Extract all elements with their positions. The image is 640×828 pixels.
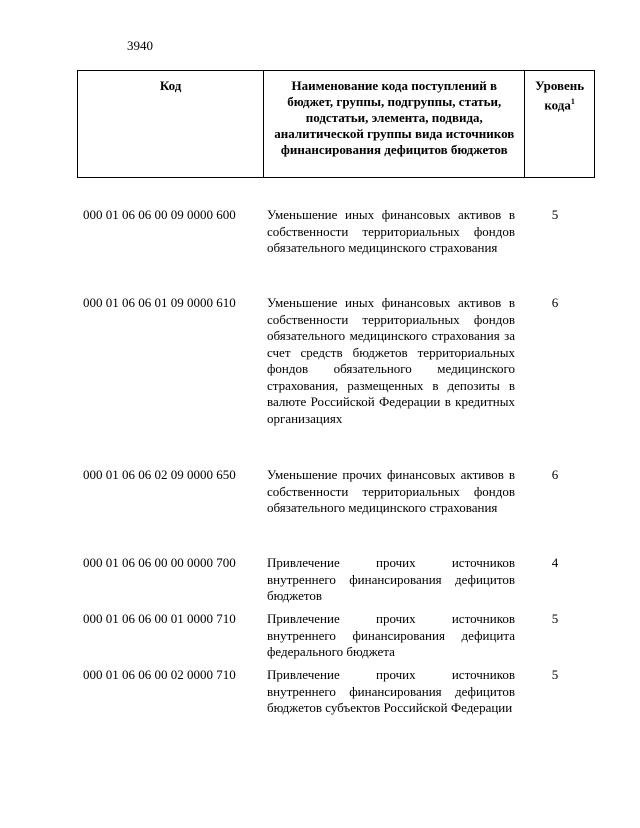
row-name: Уменьшение прочих финансовых активов в собственности территориальных фондов обязательного медицинского страхования: [267, 467, 515, 515]
row-name: Уменьшение иных финансовых активов в собственности территориальных фондов обязательного медицинского страхования: [267, 207, 515, 255]
row-level: 6: [551, 467, 559, 482]
table-row: [77, 555, 595, 611]
row-level: 5: [551, 667, 559, 682]
table-row: [77, 467, 595, 555]
page-number: 3940: [127, 38, 153, 53]
row-level: 6: [551, 295, 559, 310]
table-row: [77, 611, 595, 667]
row-code: 000 01 06 06 01 09 0000 610: [83, 295, 236, 310]
row-name: Привлечение прочих источников внутреннего финансирования дефицита федерального бюджета: [267, 611, 515, 659]
header-level: [524, 71, 594, 177]
row-name: Привлечение прочих источников внутреннего финансирования дефицитов бюджетов: [267, 555, 515, 603]
row-code: 000 01 06 06 00 02 0000 710: [83, 667, 236, 682]
row-name: Уменьшение иных финансовых активов в собственности территориальных фондов обязательного медицинского страхования за счет средств бюджетов территориальных фондов обязательного медицинского страхования, размещенных в депозиты в валюте Российской Федерации в кредитных организациях: [267, 295, 515, 426]
footnote-marker: 1: [570, 97, 575, 106]
header-name: Наименование кода поступлений в бюджет, группы, подгруппы, статьи, подстатьи, элемента, подвида, аналитической группы вида источников финансирования дефицитов бюджетов: [263, 71, 524, 177]
table-row: [77, 667, 595, 739]
row-code: 000 01 06 06 02 09 0000 650: [83, 467, 236, 482]
header-code: Код: [159, 78, 182, 93]
row-level: 5: [551, 207, 559, 222]
table-header: [77, 70, 595, 178]
row-code: 000 01 06 06 00 00 0000 700: [83, 555, 236, 570]
table-row: [77, 295, 595, 467]
table-row: [77, 207, 595, 295]
row-level: 4: [551, 555, 559, 570]
header-level-label: Уровень кода: [535, 78, 585, 113]
row-level: 5: [551, 611, 559, 626]
row-code: 000 01 06 06 00 01 0000 710: [83, 611, 236, 626]
table-body: [77, 207, 595, 739]
row-name: Привлечение прочих источников внутреннего финансирования дефицитов бюджетов субъектов Российской Федерации: [267, 667, 515, 715]
row-code: 000 01 06 06 00 09 0000 600: [83, 207, 236, 222]
